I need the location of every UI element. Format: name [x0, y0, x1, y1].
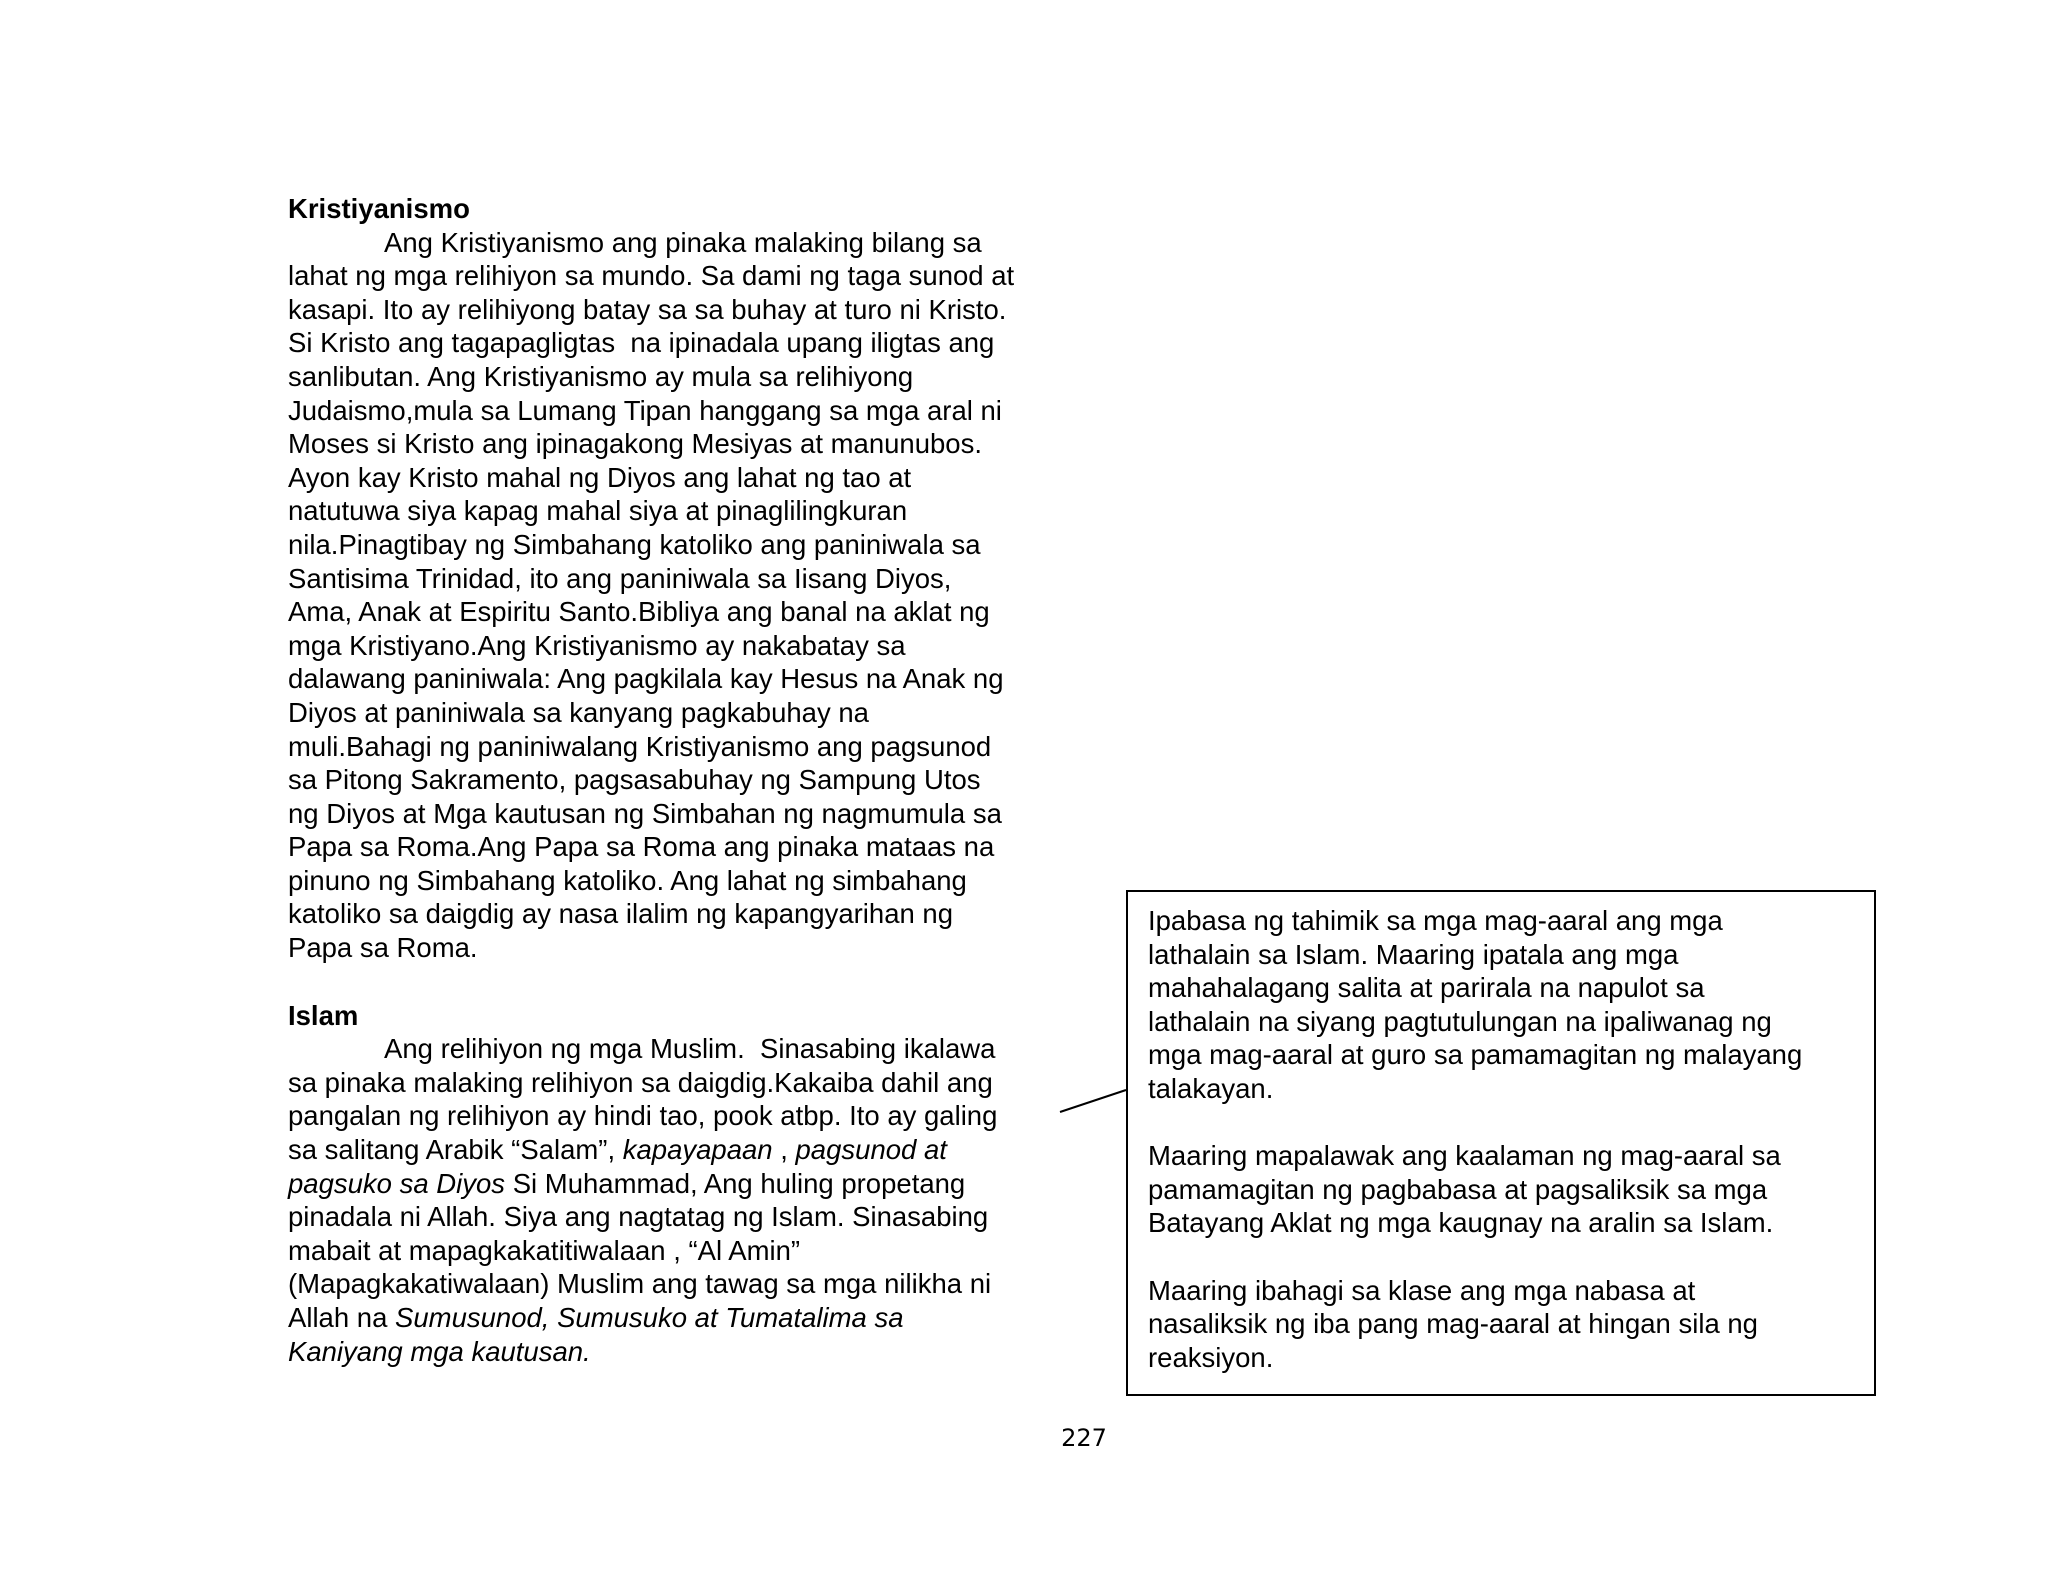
note-line: talakayan.	[1148, 1072, 1274, 1104]
text-line: dalawang paniniwala: Ang pagkilala kay Hesus na Anak ng	[288, 663, 1004, 695]
text-line: lahat ng mga relihiyon sa mundo. Sa dami ng taga sunod at	[288, 260, 1015, 292]
note-line: mahahalagang salita at parirala na napulot sa	[1148, 972, 1705, 1004]
note-line: Batayang Aklat ng mga kaugnay na aralin sa Islam.	[1148, 1207, 1774, 1239]
text-line: Diyos at paniniwala sa kanyang pagkabuhay na	[288, 696, 869, 728]
text-line: pinadala ni Allah. Siya ang nagtatag ng Islam. Sinasabing	[288, 1201, 989, 1233]
note-paragraph-3	[1148, 1274, 1854, 1375]
note-line: Ipabasa ng tahimik sa mga mag-aaral ang mga	[1148, 905, 1723, 936]
note-line: reaksiyon.	[1148, 1341, 1274, 1373]
italic-term-pagsunod: pagsunod at	[795, 1134, 947, 1166]
note-line: lathalain na siyang pagtutulungan na ipaliwanag ng	[1148, 1005, 1772, 1037]
text-line: kasapi. Ito ay relihiyong batay sa sa buhay at turo ni Kristo.	[288, 293, 1007, 325]
text-line: nila.Pinagtibay ng Simbahang katoliko ang paniniwala sa	[288, 528, 981, 560]
note-line: Maaring mapalawak ang kaalaman ng mag-aaral sa	[1148, 1140, 1781, 1172]
islam-heading: Islam	[288, 999, 359, 1031]
note-line: lathalain sa Islam. Maaring ipatala ang mga	[1148, 938, 1679, 970]
text-line: Ama, Anak at Espiritu Santo.Bibliya ang banal na aklat ng	[288, 596, 990, 628]
italic-term-pagsuko: pagsuko sa Diyos	[288, 1167, 506, 1199]
text-line: (Mapagkakatiwalaan) Muslim ang tawag sa mga nilikha ni	[288, 1268, 992, 1300]
text-line: Ang relihiyon ng mga Muslim. Sinasabing ikalawa	[384, 1033, 996, 1065]
text-line	[288, 1301, 1078, 1335]
text-run: Allah na	[288, 1302, 396, 1333]
text-line: natutuwa siya kapag mahal siya at pinaglilingkuran	[288, 495, 908, 527]
text-line: Papa sa Roma.	[288, 932, 478, 964]
text-line: Ang Kristiyanismo ang pinaka malaking bilang sa	[384, 226, 982, 258]
page-number: 227	[1061, 1424, 1107, 1452]
text-run: Si Muhammad, Ang huling propetang	[505, 1167, 966, 1199]
text-line: mabait at mapagkakatitiwalaan , “Al Amin”	[288, 1234, 801, 1266]
text-line: pangalan ng relihiyon ay hindi tao, pook atbp. Ito ay galing	[288, 1100, 998, 1132]
text-line: pinuno ng Simbahang katoliko. Ang lahat ng simbahang	[288, 864, 967, 896]
text-line: Judaismo,mula sa Lumang Tipan hanggang sa mga aral ni	[288, 394, 1002, 426]
text-line: Kaniyang mga kautusan.	[288, 1335, 591, 1367]
text-line: Si Kristo ang tagapagligtas na ipinadala upang iligtas ang	[288, 327, 995, 359]
text-line: sa pinaka malaking relihiyon sa daigdig.Kakaiba dahil ang	[288, 1066, 993, 1098]
text-line	[288, 1167, 1078, 1201]
text-line: sanlibutan. Ang Kristiyanismo ay mula sa relihiyong	[288, 360, 914, 392]
kristiyanismo-paragraph	[288, 226, 1078, 965]
text-line: sa Pitong Sakramento, pagsasabuhay ng Sampung Utos	[288, 764, 981, 796]
text-run: sa salitang Arabik “Salam”,	[288, 1134, 623, 1166]
text-run: ,	[772, 1134, 796, 1166]
note-line: Maaring ibahagi sa klase ang mga nabasa at	[1148, 1274, 1696, 1306]
note-line: mga mag-aaral at guro sa pamamagitan ng malayang	[1148, 1039, 1803, 1071]
text-line: mga Kristiyano.Ang Kristiyanismo ay nakabatay sa	[288, 629, 906, 661]
text-line: ng Diyos at Mga kautusan ng Simbahan ng nagmumula sa	[288, 797, 1002, 829]
kristiyanismo-heading: Kristiyanismo	[288, 193, 470, 224]
note-paragraph-1	[1148, 904, 1854, 1106]
note-line: pamamagitan ng pagbabasa at pagsaliksik sa mga	[1148, 1173, 1768, 1205]
main-text-column	[288, 192, 1078, 1368]
text-line	[288, 1133, 1078, 1167]
note-line: nasaliksik ng iba pang mag-aaral at hingan sila ng	[1148, 1308, 1758, 1340]
text-line: katoliko sa daigdig ay nasa ilalim ng kapangyarihan ng	[288, 898, 954, 930]
islam-paragraph	[288, 1032, 1078, 1368]
section-spacer	[288, 965, 1078, 999]
text-line: muli.Bahagi ng paniniwalang Kristiyanismo ang pagsunod	[288, 730, 992, 762]
text-line: Papa sa Roma.Ang Papa sa Roma ang pinaka mataas na	[288, 831, 995, 863]
text-line: Santisima Trinidad, ito ang paniniwala sa Iisang Diyos,	[288, 562, 952, 594]
text-line: Moses si Kristo ang ipinagakong Mesiyas at manunubos.	[288, 428, 982, 460]
note-paragraph-2	[1148, 1139, 1854, 1240]
teacher-note-box	[1126, 890, 1876, 1396]
italic-term-kapayapaan: kapayapaan	[622, 1134, 773, 1166]
text-line: Ayon kay Kristo mahal ng Diyos ang lahat ng tao at	[288, 461, 912, 493]
italic-phrase: Sumusunod, Sumusuko at Tumatalima sa	[395, 1302, 904, 1333]
